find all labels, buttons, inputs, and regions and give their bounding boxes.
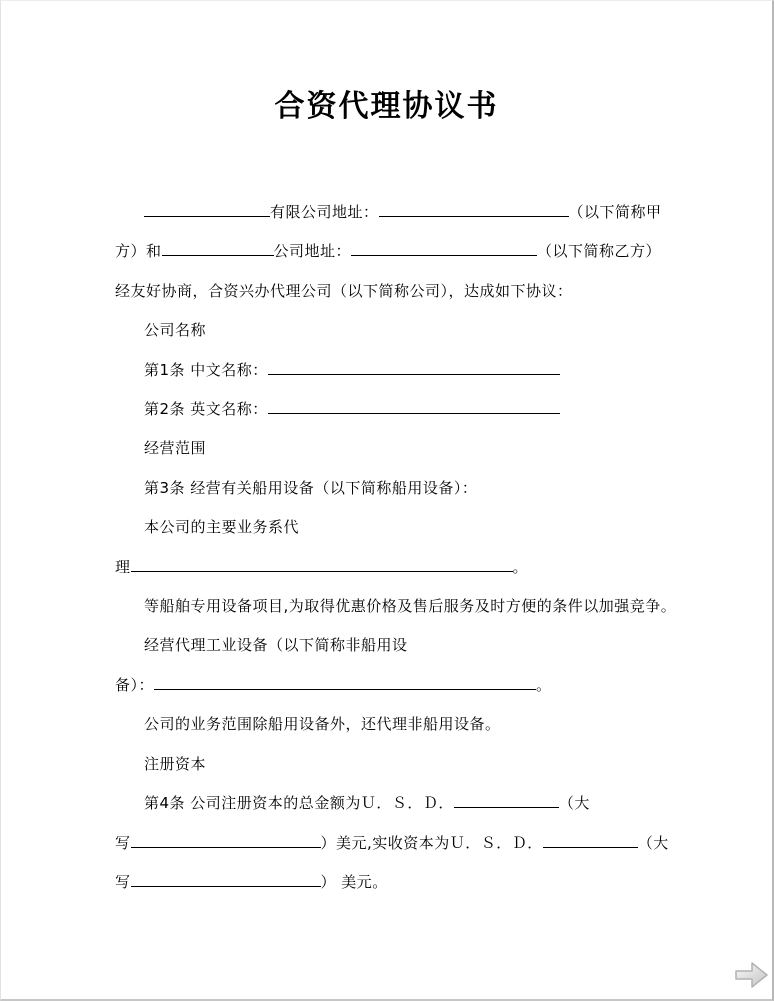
text-run: 第1条 中文名称： — [144, 360, 268, 379]
text-run: 经营范围 — [144, 439, 207, 458]
text-run: 备）： — [115, 675, 155, 694]
document-line — [115, 272, 662, 311]
fill-in-blank-underline[interactable] — [131, 831, 321, 848]
document-line — [115, 824, 669, 863]
document-line — [115, 626, 662, 665]
text-run: 写 — [115, 833, 131, 852]
document-line — [115, 587, 677, 626]
text-run: 。 — [512, 557, 529, 576]
document-line — [115, 705, 662, 744]
text-run: ）美元,实收资本为Ｕ．Ｓ．Ｄ． — [320, 833, 543, 852]
document-line — [115, 390, 662, 429]
document-line — [115, 351, 662, 390]
text-run: 。 — [536, 675, 552, 694]
document-line — [115, 863, 662, 902]
text-run: （以下简称甲 — [568, 203, 662, 221]
document-body — [115, 193, 677, 902]
document-line — [115, 666, 662, 705]
text-run: 公司地址： — [273, 242, 352, 261]
document-line — [115, 469, 662, 508]
fill-in-blank-underline[interactable] — [543, 831, 638, 848]
fill-in-blank-underline[interactable] — [268, 397, 560, 414]
text-run: 第3条 经营有关船用设备（以下简称船用设备）： — [144, 478, 478, 497]
text-run: 等船舶专用设备项目,为取得优惠价格及售后服务及时方便的条件以加强竞争。 — [144, 597, 677, 616]
document-line — [115, 193, 662, 232]
text-run: 第2条 英文名称： — [144, 400, 268, 419]
document-line — [115, 508, 662, 547]
text-run: 本公司的主要业务系代 — [144, 518, 300, 537]
document-line — [115, 784, 662, 823]
fill-in-blank-underline[interactable] — [268, 358, 560, 375]
fill-in-blank-underline[interactable] — [379, 200, 569, 217]
text-run: 经友好协商，合资兴办代理公司（以下简称公司），达成如下协议： — [115, 281, 573, 300]
document-line — [115, 311, 662, 350]
fill-in-blank-underline[interactable] — [154, 673, 536, 690]
text-run: 公司的业务范围除船用设备外，还代理非船用设备。 — [144, 715, 501, 734]
document-line — [115, 548, 662, 587]
text-run: ） 美元。 — [320, 872, 388, 891]
text-run: 理 — [115, 557, 131, 576]
fill-in-blank-underline[interactable] — [162, 239, 274, 256]
text-run: （大 — [637, 833, 669, 852]
document-line — [115, 745, 662, 784]
fill-in-blank-underline[interactable] — [454, 791, 559, 808]
fill-in-blank-underline[interactable] — [131, 870, 321, 887]
text-run: 经营代理工业设备（以下简称非船用设 — [144, 636, 408, 655]
fill-in-blank-underline[interactable] — [131, 555, 513, 572]
text-run: 注册资本 — [144, 754, 207, 773]
text-run: 第4条 公司注册资本的总金额为Ｕ．Ｓ．Ｄ． — [144, 794, 454, 813]
next-page-arrow-icon[interactable] — [734, 960, 770, 992]
document-line — [115, 232, 662, 271]
text-run: （以下简称乙方） — [537, 242, 662, 261]
document-title: 合资代理协议书 — [274, 89, 499, 124]
text-run: 公司名称 — [144, 321, 207, 340]
document-line — [115, 429, 662, 468]
fill-in-blank-underline[interactable] — [351, 239, 537, 256]
text-run: 有限公司地址： — [270, 203, 379, 221]
text-run: （大 — [558, 794, 590, 813]
text-run: 写 — [115, 872, 131, 891]
fill-in-blank-underline[interactable] — [144, 200, 270, 217]
text-run: 方）和 — [115, 242, 162, 261]
